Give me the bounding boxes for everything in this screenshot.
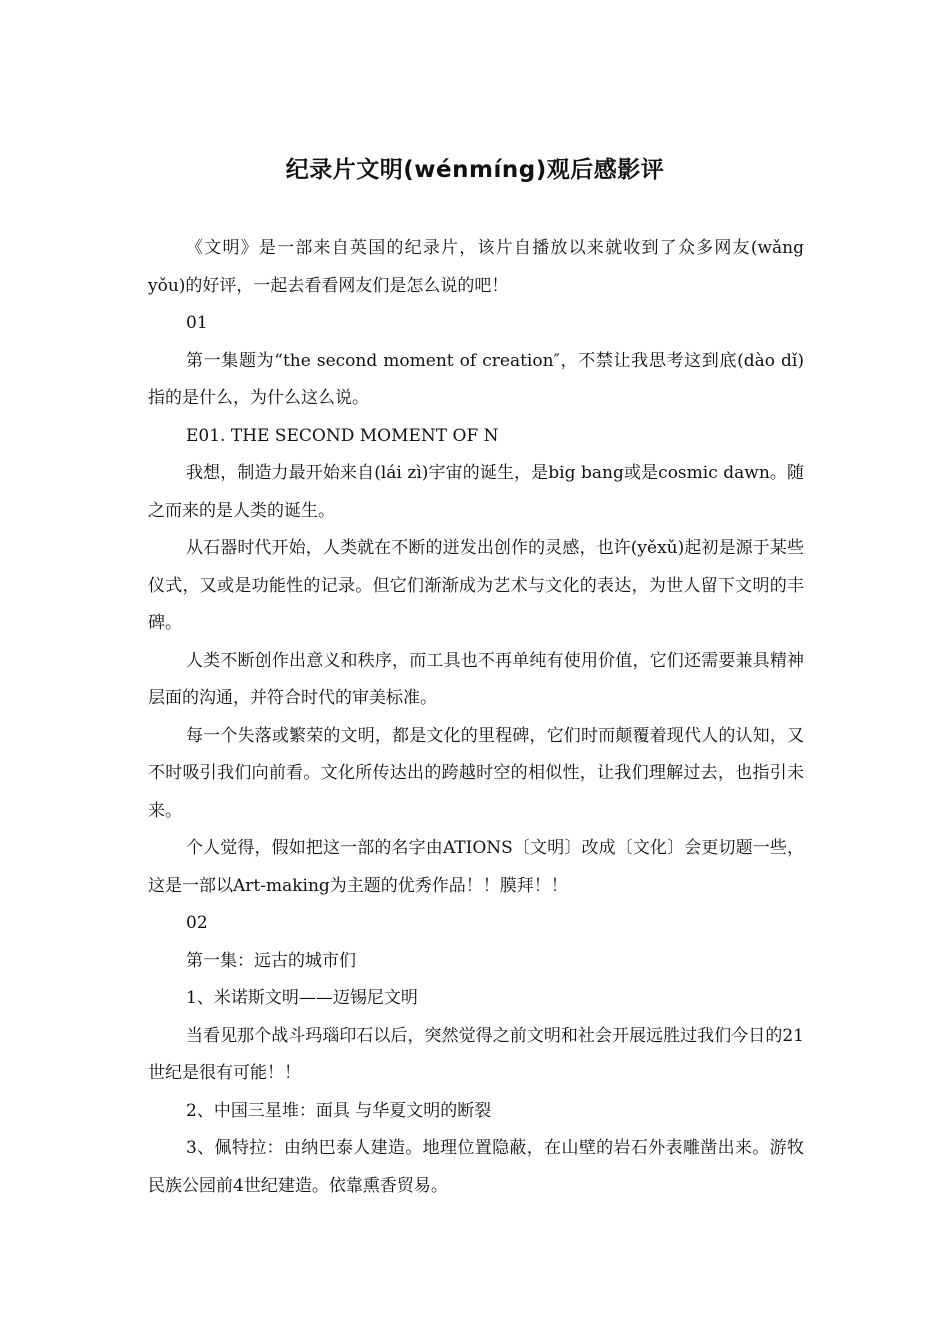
section-number-02: 02 [186, 913, 208, 933]
list-item-sanxingdui: 2、中国三星堆：面具 与华夏文明的断裂 [186, 1100, 492, 1121]
paragraph-intro: 《文明》是一部来自英国的纪录片，该片自播放以来就收到了众多网友(wǎng yǒu)的好评，一起去看看网友们是怎么说的吧！ [148, 238, 804, 296]
paragraph-episode-title: 第一集题为“the second moment of creation″，不禁让我思考这到底(dào dǐ)指的是什么，为什么这么说。 [148, 350, 804, 408]
section-number-01: 01 [186, 313, 208, 333]
paragraph-creation: 我想，制造力最开始来自(lái zì)宇宙的诞生，是big bang或是cosmic dawn。随之而来的是人类的诞生。 [148, 463, 804, 521]
paragraph-episode-one: 第一集：远古的城市们 [186, 950, 356, 971]
list-item-petra: 3、佩特拉：由纳巴泰人建造。地理位置隐蔽，在山壁的岩石外表雕凿出来。游牧民族公园前4世纪建造。依靠熏香贸易。 [148, 1138, 804, 1196]
document-body [148, 230, 804, 1205]
list-item-minoan: 1、米诺斯文明——迈锡尼文明 [186, 988, 418, 1008]
paragraph-agate-seal: 当看见那个战斗玛瑙印石以后，突然觉得之前文明和社会开展远胜过我们今日的21世纪是很有可能！！ [148, 1025, 804, 1083]
paragraph-opinion: 个人觉得，假如把这一部的名字由ATIONS〔文明〕改成〔文化〕会更切题一些，这是一部以Art-making为主题的优秀作品！！膜拜！！ [148, 838, 804, 896]
document-title: 纪录片文明(wénmíng)观后感影评 [285, 157, 665, 183]
paragraph-order: 人类不断创作出意义和秩序，而工具也不再单纯有使用价值，它们还需要兼具精神层面的沟通，并符合时代的审美标准。 [148, 650, 804, 708]
paragraph-episode-code: E01. THE SECOND MOMENT OF N [186, 425, 499, 446]
paragraph-stone-age: 从石器时代开始，人类就在不断的迸发出创作的灵感，也许(yěxǔ)起初是源于某些仪式，又或是功能性的记录。但它们渐渐成为艺术与文化的表达，为世人留下文明的丰碑。 [148, 538, 804, 633]
paragraph-civilizations: 每一个失落或繁荣的文明，都是文化的里程碑，它们时而颠覆着现代人的认知，又不时吸引我们向前看。文化所传达出的跨越时空的相似性，让我们理解过去，也指引未来。 [148, 725, 804, 821]
